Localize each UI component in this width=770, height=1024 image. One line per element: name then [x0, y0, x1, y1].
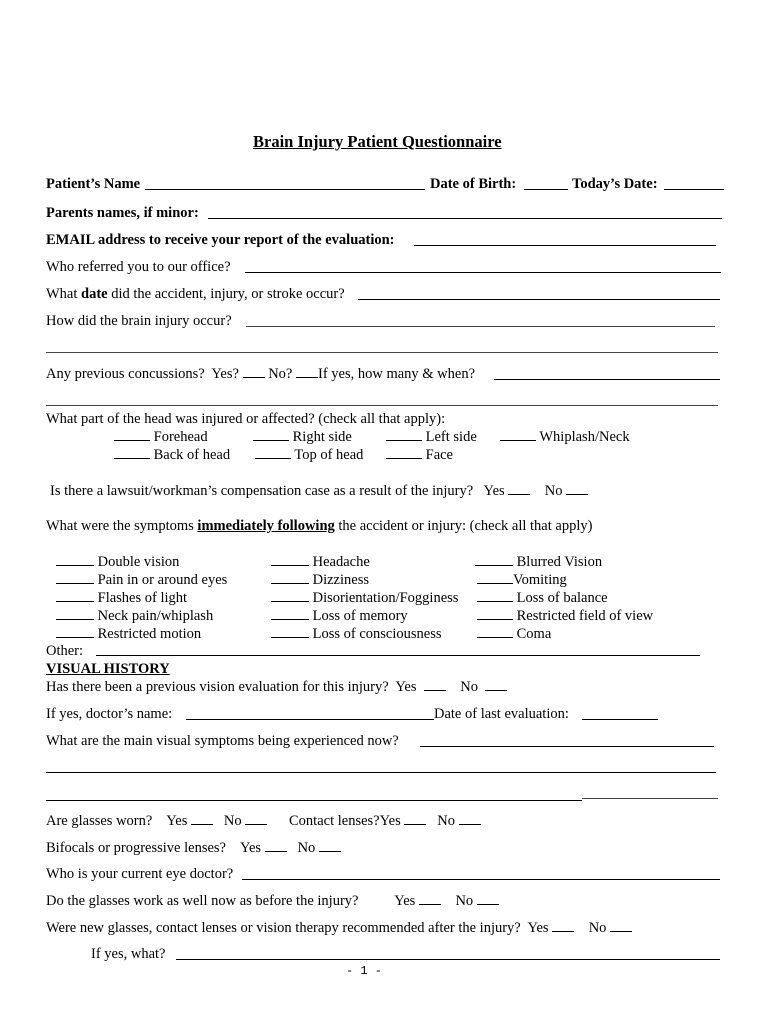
parents-field[interactable]: [208, 218, 722, 219]
option-face[interactable]: Face: [386, 446, 453, 464]
today-date-field[interactable]: [664, 189, 724, 190]
concussion-details-field-2[interactable]: [46, 405, 718, 406]
if-yes-what-field[interactable]: [176, 959, 720, 960]
last-eval-label: Date of last evaluation:: [434, 706, 569, 722]
symptom-pain-eyes[interactable]: Pain in or around eyes: [56, 571, 227, 589]
lawsuit-question: Is there a lawsuit/workman’s compensation case as a result of the injury? Yes No: [50, 482, 588, 500]
parents-label: Parents names, if minor:: [46, 205, 199, 221]
contacts-no-field[interactable]: [459, 812, 481, 825]
main-symptoms-field-3b[interactable]: [582, 798, 718, 799]
symptom-double-vision[interactable]: Double vision: [56, 553, 179, 571]
eye-doctor-label: Who is your current eye doctor?: [46, 866, 234, 882]
symptom-loss-consciousness[interactable]: Loss of consciousness: [271, 625, 442, 643]
symptom-restricted-motion[interactable]: Restricted motion: [56, 625, 201, 643]
symptom-coma[interactable]: Coma: [477, 625, 551, 643]
how-injury-field-2[interactable]: [46, 352, 718, 353]
last-eval-field[interactable]: [582, 719, 658, 720]
symptom-headache[interactable]: Headache: [271, 553, 370, 571]
new-glasses-no-field[interactable]: [610, 919, 632, 932]
page-title: Brain Injury Patient Questionnaire: [253, 132, 502, 151]
accident-date-field[interactable]: [358, 299, 720, 300]
symptom-neck-pain[interactable]: Neck pain/whiplash: [56, 607, 213, 625]
glasses-work-yes-field[interactable]: [419, 892, 441, 905]
how-injury-field[interactable]: [246, 326, 715, 327]
referred-label: Who referred you to our office?: [46, 259, 231, 275]
lawsuit-yes-field[interactable]: [508, 482, 530, 495]
prev-eval-yes-field[interactable]: [424, 678, 446, 691]
head-part-question: What part of the head was injured or affected? (check all that apply):: [46, 411, 446, 427]
dob-label: Date of Birth:: [430, 176, 517, 192]
symptom-dizziness[interactable]: Dizziness: [271, 571, 369, 589]
option-top-of-head[interactable]: Top of head: [255, 446, 363, 464]
option-whiplash-neck[interactable]: Whiplash/Neck: [500, 428, 630, 446]
prev-eval-no-field[interactable]: [485, 678, 507, 691]
page-number: - 1 -: [346, 964, 383, 978]
new-glasses-question: Were new glasses, contact lenses or vision therapy recommended after the injury? Yes No: [46, 919, 632, 937]
symptom-loss-balance[interactable]: Loss of balance: [477, 589, 608, 607]
glasses-no-field[interactable]: [245, 812, 267, 825]
bifocals-yes-field[interactable]: [265, 839, 287, 852]
patient-name-label: Patient’s Name: [46, 176, 141, 192]
main-symptoms-field-3[interactable]: [46, 800, 582, 801]
lawsuit-no-field[interactable]: [566, 482, 588, 495]
symptom-loss-memory[interactable]: Loss of memory: [271, 607, 408, 625]
glasses-work-question: Do the glasses work as well now as before the injury? Yes No: [46, 892, 499, 910]
glasses-yes-field[interactable]: [191, 812, 213, 825]
referred-field[interactable]: [245, 272, 721, 273]
symptom-disorientation[interactable]: Disorientation/Fogginess: [271, 589, 458, 607]
accident-date-label: What date did the accident, injury, or stroke occur?: [46, 286, 345, 302]
concussion-no-field[interactable]: [296, 365, 318, 378]
concussions-label: Any previous concussions? Yes? No? If yes, how many & when?: [46, 366, 476, 382]
main-symptoms-field[interactable]: [420, 746, 714, 747]
glasses-question: Are glasses worn? Yes No Contact lenses?Yes No: [46, 812, 481, 830]
main-symptoms-label: What are the main visual symptoms being experienced now?: [46, 733, 399, 749]
today-date-label: Today’s Date:: [572, 176, 658, 192]
option-forehead[interactable]: Forehead: [114, 428, 208, 446]
other-label: Other:: [46, 643, 84, 659]
if-yes-what-label: If yes, what?: [91, 946, 166, 962]
visual-history-heading: VISUAL HISTORY: [46, 661, 170, 677]
prev-eval-question: Has there been a previous vision evaluation for this injury? Yes No: [46, 678, 507, 696]
symptom-restricted-field[interactable]: Restricted field of view: [477, 607, 653, 625]
contacts-yes-field[interactable]: [404, 812, 426, 825]
dob-field[interactable]: [524, 189, 568, 190]
patient-name-field[interactable]: [145, 189, 425, 190]
concussion-details-field[interactable]: [494, 379, 720, 380]
option-right-side[interactable]: Right side: [253, 428, 352, 446]
doctor-name-label: If yes, doctor’s name:: [46, 706, 173, 722]
bifocals-question: Bifocals or progressive lenses? Yes No: [46, 839, 341, 857]
other-field[interactable]: [96, 655, 700, 656]
main-symptoms-field-2[interactable]: [46, 772, 716, 773]
symptom-vomiting[interactable]: Vomiting: [477, 571, 567, 589]
email-field[interactable]: [414, 245, 716, 246]
symptoms-question: What were the symptoms immediately following the accident or injury: (check all that apply): [46, 518, 593, 534]
eye-doctor-field[interactable]: [242, 879, 720, 880]
email-label: EMAIL address to receive your report of the evaluation:: [46, 232, 395, 248]
concussion-yes-field[interactable]: [243, 365, 265, 378]
doctor-name-field[interactable]: [186, 719, 434, 720]
glasses-work-no-field[interactable]: [477, 892, 499, 905]
symptom-blurred-vision[interactable]: Blurred Vision: [475, 553, 602, 571]
symptom-flashes[interactable]: Flashes of light: [56, 589, 187, 607]
option-left-side[interactable]: Left side: [386, 428, 477, 446]
bifocals-no-field[interactable]: [319, 839, 341, 852]
how-injury-label: How did the brain injury occur?: [46, 313, 232, 329]
new-glasses-yes-field[interactable]: [552, 919, 574, 932]
option-back-of-head[interactable]: Back of head: [114, 446, 230, 464]
